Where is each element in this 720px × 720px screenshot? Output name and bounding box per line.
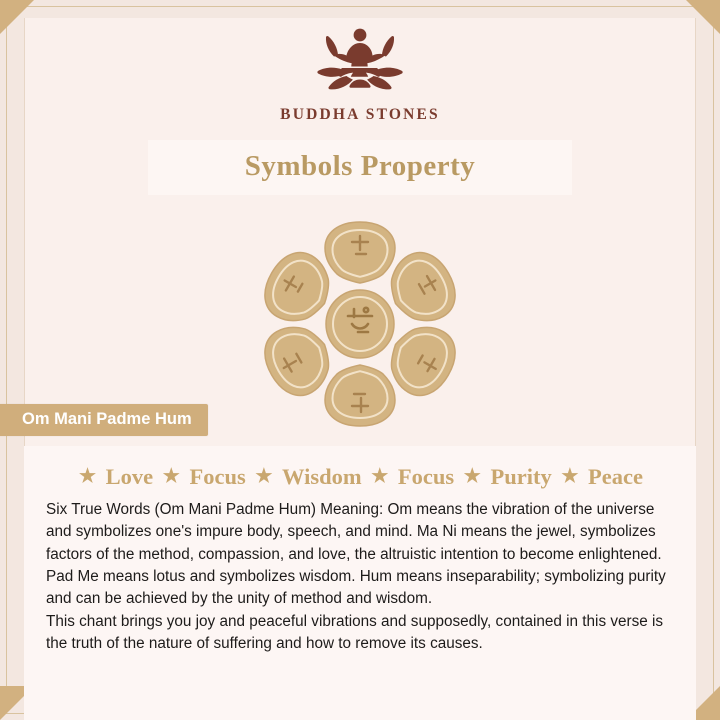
keyword-focus-1: Focus <box>189 464 246 489</box>
keyword-purity: Purity <box>490 464 552 489</box>
brand-logo <box>286 22 434 105</box>
om-mani-padme-hum-lotus-mandala-icon <box>240 204 480 449</box>
star-icon: ★ <box>463 466 481 487</box>
star-icon: ★ <box>162 466 180 487</box>
star-icon: ★ <box>79 466 97 487</box>
lotus-meditation-figure-icon <box>286 87 434 104</box>
brand-header <box>0 0 720 124</box>
keyword-focus-2: Focus <box>397 464 455 489</box>
mantra-ribbon-label: Om Mani Padme Hum <box>0 404 208 436</box>
keyword-wisdom: Wisdom <box>282 464 362 489</box>
description-paragraph-1: Six True Words (Om Mani Padme Hum) Meaning: Om means the vibration of the universe and symbolizes one's impure body, speech, and mind. Ma Ni means the jewel, symbolizes factors of the method, compassion, and love, the altruistic intention to become enlightened. Pad Me means lotus and symbolizes wisdom. Hum means inseparability; symbolizing purity and can be achieved by the unity of method and wisdom. <box>46 501 666 608</box>
star-icon: ★ <box>561 466 579 487</box>
keyword-peace: Peace <box>588 464 643 489</box>
brand-name: BUDDHA STONES <box>280 106 440 123</box>
star-icon: ★ <box>255 466 273 487</box>
page-title: Symbols Property <box>244 150 476 182</box>
description-panel <box>24 446 696 720</box>
title-banner <box>148 140 572 195</box>
description-text <box>46 499 674 655</box>
description-paragraph-2: This chant brings you joy and peaceful vibrations and supposedly, contained in this verse is the truth of the nature of suffering and how to remove its causes. <box>46 612 664 652</box>
star-icon: ★ <box>371 466 389 487</box>
keyword-love: Love <box>105 464 154 489</box>
keyword-list <box>46 464 674 490</box>
